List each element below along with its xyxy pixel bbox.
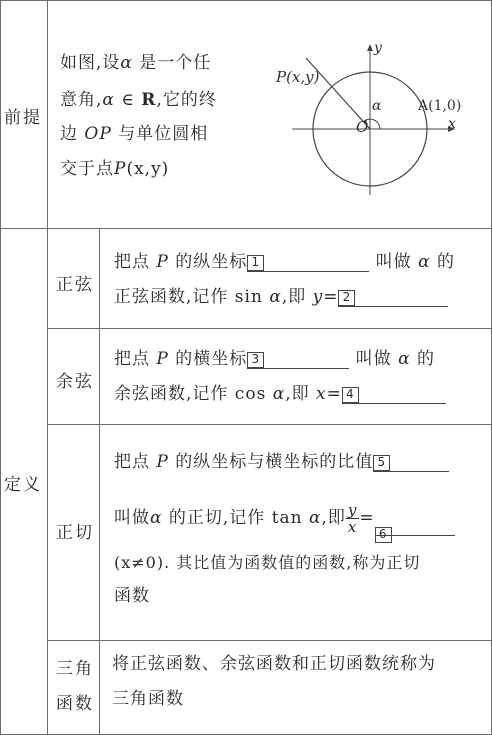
table-border-top bbox=[0, 0, 492, 1]
trig-label-line-1: 三角 bbox=[56, 659, 94, 679]
tangent-line-3: (x≠0). 其比值为函数值的函数,称为正切 bbox=[114, 553, 421, 572]
premise-line-4: 交于点P(x,y) bbox=[60, 159, 170, 179]
label-point-p: P(x,y) bbox=[276, 68, 320, 86]
blank-3: 3 bbox=[247, 350, 349, 369]
premise-line-2: 意角,α ∈ R,它的终 bbox=[60, 90, 217, 110]
cosine-line-1: 把点 P 的横坐标 3 叫做 α 的 bbox=[114, 349, 435, 369]
blank-5: 5 bbox=[373, 453, 449, 472]
cosine-label: 余弦 bbox=[56, 372, 94, 392]
label-point-a: A(1,0) bbox=[418, 98, 462, 114]
tangent-label: 正切 bbox=[56, 523, 94, 543]
blank-6: 6 bbox=[375, 517, 455, 536]
row-divider-premise bbox=[0, 228, 492, 229]
trig-line-2: 三角函数 bbox=[112, 689, 184, 709]
column-divider-2 bbox=[99, 228, 100, 735]
tangent-fraction: $\frac{y}{x}$ bbox=[347, 501, 358, 536]
sine-label: 正弦 bbox=[56, 275, 94, 295]
column-divider-1 bbox=[47, 0, 48, 735]
sine-line-2: 正弦函数,记作 sin α,即 y= 2 bbox=[114, 287, 448, 307]
label-alpha: α bbox=[372, 98, 382, 114]
blank-2: 2 bbox=[338, 288, 448, 307]
y-axis-arrow bbox=[367, 44, 373, 51]
label-origin: O bbox=[356, 118, 369, 136]
trig-label-line-2: 函数 bbox=[56, 694, 94, 714]
label-x-axis: x bbox=[448, 116, 456, 132]
premise-line-1: 如图,设α 是一个任 bbox=[60, 53, 212, 73]
tangent-line-4: 函数 bbox=[114, 586, 150, 606]
trig-line-1: 将正弦函数、余弦函数和正切函数统称为 bbox=[112, 654, 436, 674]
premise-line-3: 边 OP 与单位圆相 bbox=[60, 124, 209, 144]
premise-label: 前提 bbox=[4, 108, 42, 128]
blank-4: 4 bbox=[342, 385, 446, 404]
cosine-line-2: 余弦函数,记作 cos α,即 x= 4 bbox=[114, 384, 446, 404]
table-border-left bbox=[0, 0, 1, 735]
sine-line-1: 把点 P 的纵坐标 1 叫做 α 的 bbox=[114, 252, 455, 272]
row-divider-cosine bbox=[47, 424, 492, 425]
row-divider-tangent bbox=[47, 640, 492, 641]
blank-1: 1 bbox=[247, 253, 369, 272]
definition-label: 定义 bbox=[4, 475, 42, 495]
row-divider-sine bbox=[47, 328, 492, 329]
label-y-axis: y bbox=[374, 40, 382, 56]
unit-circle-figure bbox=[262, 30, 482, 210]
tangent-line-1: 把点 P 的纵坐标与横坐标的比值 5 bbox=[114, 452, 449, 472]
tangent-line-2: 叫做α 的正切,记作 tan α,即 $\frac{y}{x}$ =6 bbox=[114, 500, 455, 536]
